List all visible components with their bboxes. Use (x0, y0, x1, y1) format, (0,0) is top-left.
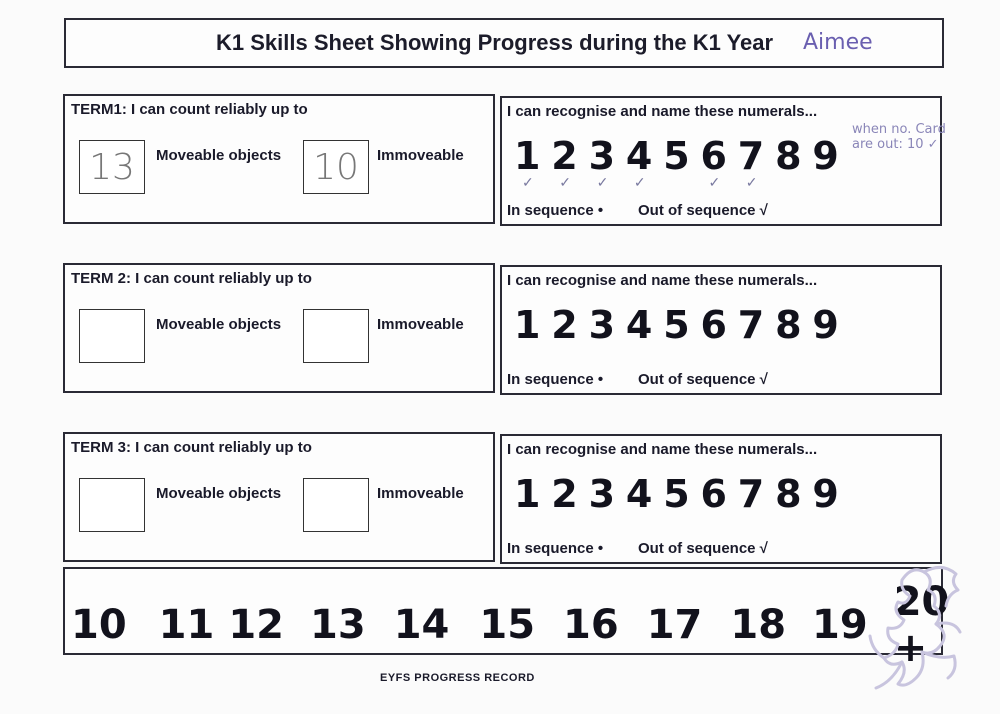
numeral: 9 (812, 472, 839, 516)
term3-moveable-label: Moveable objects (156, 485, 282, 502)
tick-mark: ✓ (708, 174, 721, 190)
big-numbers (71, 579, 949, 671)
term1-immoveable-label: Immoveable (377, 147, 464, 164)
tick-mark: ✓ (745, 174, 758, 190)
term1-count-section (63, 94, 495, 224)
term3-immoveable-label: Immoveable (377, 485, 464, 502)
big-number: 18 (730, 602, 787, 648)
term3-numerals (514, 472, 850, 516)
tick-mark: ✓ (522, 174, 534, 190)
numeral: 6 (700, 134, 727, 178)
numeral: 4 (625, 472, 653, 516)
big-number: 15 (479, 602, 536, 648)
numeral: 3 (588, 303, 616, 347)
term2-immoveable-label: Immoveable (377, 316, 464, 333)
term1-immoveable-box[interactable] (303, 140, 369, 194)
tick-mark (671, 174, 708, 191)
numeral: 6 (700, 303, 727, 347)
numeral: 9 (812, 303, 839, 347)
numeral: 3 (588, 472, 616, 516)
tick-mark: ✓ (559, 174, 572, 190)
term2-moveable-label: Moveable objects (156, 316, 282, 333)
student-name: Aimee (803, 30, 873, 55)
term3-in-sequence: In sequence • (507, 540, 604, 557)
term3-out-of-sequence: Out of sequence √ (638, 540, 768, 557)
term2-numerals-section (500, 265, 942, 395)
numeral: 1 (514, 134, 541, 178)
big-number: 19 (812, 602, 868, 648)
numeral: 2 (551, 134, 578, 178)
term1-ticks (522, 174, 858, 191)
numeral: 2 (551, 472, 578, 516)
tick-mark (820, 174, 857, 191)
numeral: 8 (775, 303, 802, 347)
numeral: 8 (775, 472, 802, 516)
numeral: 4 (625, 134, 653, 178)
tick-mark: ✓ (633, 174, 646, 190)
term1-heading: TERM1: I can count reliably up to (71, 101, 308, 118)
numeral: 4 (625, 303, 653, 347)
term2-heading: TERM 2: I can count reliably up to (71, 270, 312, 287)
term1-handwritten-note: when no. Card are out: 10 ✓ (852, 122, 946, 152)
term2-in-sequence: In sequence • (507, 371, 604, 388)
term3-numerals-heading: I can recognise and name these numerals... (507, 441, 818, 458)
term3-immoveable-box[interactable] (303, 478, 369, 532)
numeral: 1 (514, 472, 541, 516)
big-number: 13 (310, 602, 366, 648)
term2-numerals-heading: I can recognise and name these numerals... (507, 272, 818, 289)
term1-numerals-heading: I can recognise and name these numerals... (507, 103, 818, 120)
term1-in-sequence: In sequence • (507, 202, 604, 219)
term1-numerals-section (500, 96, 946, 226)
term1-moveable-label: Moveable objects (156, 147, 282, 164)
term1-numerals (514, 134, 850, 178)
term3-numerals-section (500, 434, 942, 564)
numeral: 7 (737, 134, 765, 178)
numeral: 3 (588, 134, 616, 178)
term2-moveable-box[interactable] (79, 309, 145, 363)
numeral: 7 (737, 472, 765, 516)
big-number: 17 (646, 602, 703, 648)
numeral: 6 (700, 472, 727, 516)
big-number: 11 (158, 602, 215, 648)
big-number: 20 + (893, 579, 950, 671)
term1-out-of-sequence: Out of sequence √ (638, 202, 768, 219)
page-title: K1 Skills Sheet Showing Progress during the K1 Year (216, 30, 774, 55)
big-number: 16 (563, 602, 619, 648)
big-number: 12 (228, 602, 285, 648)
big-number: 14 (393, 602, 450, 648)
term2-numerals (514, 303, 850, 347)
numeral: 1 (514, 303, 541, 347)
footer-label: EYFS PROGRESS RECORD (380, 672, 535, 684)
term3-heading: TERM 3: I can count reliably up to (71, 439, 312, 456)
big-number: 10 (71, 602, 127, 648)
teen-numbers-strip (63, 567, 950, 671)
tick-mark: ✓ (596, 174, 609, 190)
term1-moveable-box[interactable] (79, 140, 145, 194)
term3-count-section (63, 432, 495, 562)
term2-immoveable-box[interactable] (303, 309, 369, 363)
term2-count-section (63, 263, 495, 393)
lion-crest-icon (862, 560, 972, 700)
numeral: 9 (812, 134, 839, 178)
term1-immoveable-value: 10 (313, 147, 359, 188)
term3-moveable-box[interactable] (79, 478, 145, 532)
tick-mark (783, 174, 820, 191)
term1-moveable-value: 13 (89, 147, 135, 188)
numeral: 5 (663, 134, 690, 178)
term2-out-of-sequence: Out of sequence √ (638, 371, 768, 388)
numeral: 8 (775, 134, 802, 178)
numeral: 5 (663, 303, 690, 347)
numeral: 5 (663, 472, 690, 516)
numeral: 2 (551, 303, 578, 347)
numeral: 7 (737, 303, 765, 347)
